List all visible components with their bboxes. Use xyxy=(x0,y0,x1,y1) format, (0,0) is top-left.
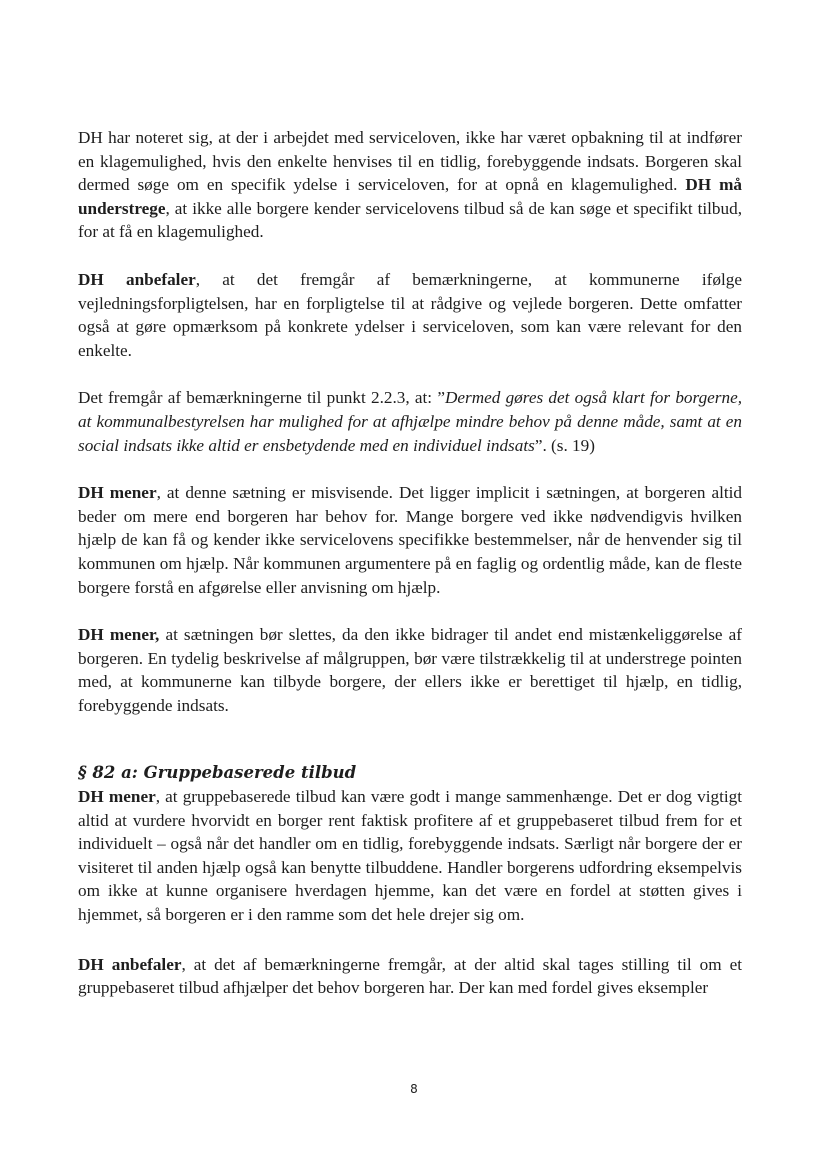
paragraph xyxy=(78,953,742,1000)
paragraph-text: , at gruppebaserede tilbud kan være godt i mange sammenhænge. Det er dog vigtigt altid at vurdere hvorvidt en borger rent faktisk profitere af et gruppebaseret tilbud frem for et individuelt – også når det handler om en tidlig, forebyggende indsats. Særligt når borgere der er visiteret til anden hjælp også kan benytte tilbuddene. Handler borgerens udfordring eksempelvis om ikke at kunne organisere hverdagen hjemme, kan det være en fordel at støtten gives i hjemmet, så borgeren er i den ramme som det hele drejer sig om. xyxy=(78,787,742,925)
emphasis-label: DH anbefaler xyxy=(78,954,182,974)
emphasis-label: DH anbefaler xyxy=(78,269,196,289)
paragraph-text: , at det af bemærkningerne fremgår, at der altid skal tages stilling til om et gruppebaseret tilbud afhjælper det behov borgeren har. Der kan med fordel gives eksempler xyxy=(78,954,742,998)
section-heading: § 82 a: Gruppebaserede tilbud xyxy=(78,763,357,783)
paragraph xyxy=(78,268,742,362)
emphasis-label: DH mener xyxy=(78,483,157,503)
paragraph-text: DH har noteret sig, at der i arbejdet med serviceloven, ikke har været opbakning til at indfører en klagemulighed, hvis den enkelte henvises til en tidlig, forebyggende indsats. Borgeren skal dermed søge om en specifik ydelse i serviceloven, for at opnå en klagemulighed. xyxy=(78,128,742,195)
paragraph-text: Det fremgår af bemærkningerne til punkt 2.2.3, at: ” xyxy=(78,388,445,408)
emphasis-label: DH mener xyxy=(78,787,156,807)
paragraph-text: , at det fremgår af bemærkningerne, at kommunerne ifølge vejledningsforpligtelsen, har en forpligtelse til at rådgive og vejlede borgeren. Dette omfatter også at gøre opmærksom på konkrete ydelser i serviceloven, som kan være relevant for den enkelte. xyxy=(78,269,742,360)
paragraph xyxy=(78,623,742,717)
section-paragraphs xyxy=(78,785,742,1000)
paragraph-text: , at ikke alle borgere kender servicelovens tilbud så de kan søge et specifikt tilbud, for at få en klagemulighed. xyxy=(78,198,742,242)
paragraph-text: , at denne sætning er misvisende. Det ligger implicit i sætningen, at borgeren altid beder om mere end borgeren har behov for. Mange borgere ved ikke nødvendigvis hvilken hjælp de kan få og kender ikke servicelovens specifikke bestemmelser, når de henvender sig til kommunen om hjælp. Når kommunen argumentere på en faglig og ordentlig måde, kan de fleste borgere forstå en afgørelse eller anvisning om hjælp. xyxy=(78,483,742,597)
paragraph-text: at sætningen bør slettes, da den ikke bidrager til andet end mistænkeliggørelse af borgeren. En tydelig beskrivelse af målgruppen, bør være tilstrækkelig til at understrege pointen med, at kommunerne kan tilbyde borgere, der ellers ikke er berettiget til hjælp, en tidlig, forebyggende indsats. xyxy=(78,625,742,715)
quote-text: Dermed gøres det også klart for borgerne, at kommunalbestyrelsen har mulighed for at afhjælpe mindre behov på denne måde, samt at en social indsats ikke altid er ensbetydende med en individuel indsats xyxy=(78,388,742,455)
page-number: 8 xyxy=(410,1082,418,1096)
paragraph xyxy=(78,386,742,457)
emphasis-label: DH mener, xyxy=(78,625,160,645)
document-page xyxy=(78,126,742,1024)
paragraph xyxy=(78,481,742,599)
emphasis-label: DH må understrege xyxy=(78,175,742,218)
paragraph-text: ”. (s. 19) xyxy=(534,435,595,455)
paragraph xyxy=(78,785,742,927)
paragraph xyxy=(78,126,742,244)
intro-paragraphs xyxy=(78,126,742,717)
